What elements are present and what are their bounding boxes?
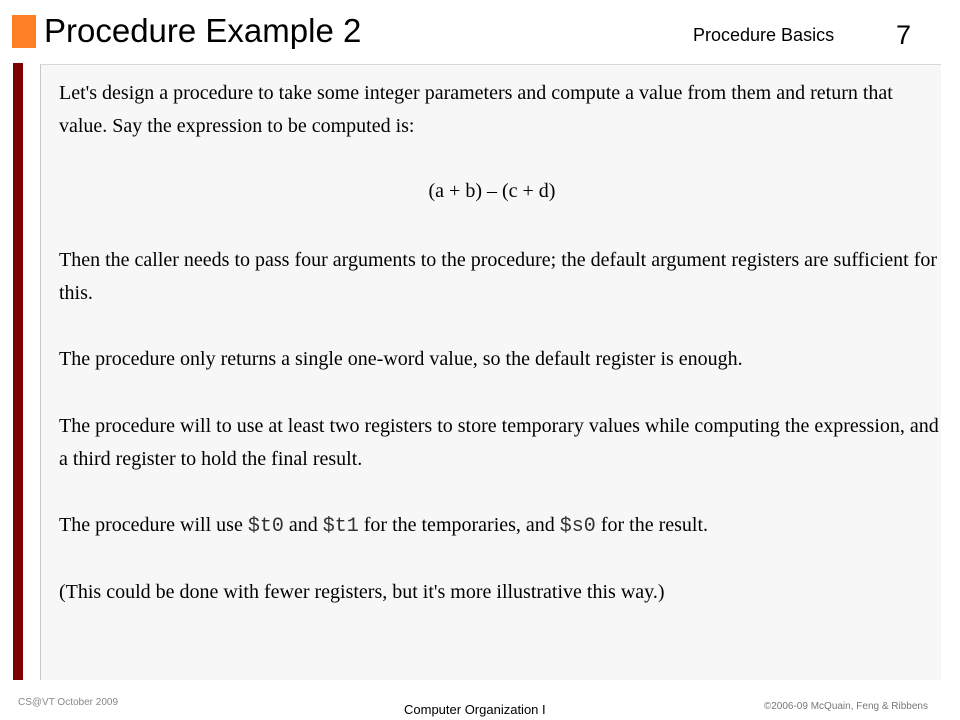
- registers-text-3: for the temporaries, and: [358, 514, 560, 536]
- paragraph-arguments: Then the caller needs to pass four arguments to the procedure; the default argument registers are sufficient for this.: [59, 249, 938, 304]
- paragraph-intro: Let's design a procedure to take some integer parameters and compute a value from them and return that value. Say the expression to be computed is:: [59, 82, 893, 137]
- footer-date: CS@VT October 2009: [18, 697, 119, 708]
- maroon-side-bar: [13, 63, 23, 680]
- paragraph-return-value: The procedure only returns a single one-word value, so the default register is enough.: [59, 348, 743, 370]
- footer-course: Computer Organization I: [404, 702, 546, 717]
- slide-number: 7: [896, 20, 912, 50]
- paragraph-temporaries: The procedure will to use at least two registers to store temporary values while computing the expression, and a third register to hold the final result.: [59, 415, 939, 470]
- register-s0: $s0: [559, 515, 596, 538]
- registers-text-4: for the result.: [595, 514, 708, 536]
- paragraph-note: (This could be done with fewer registers, but it's more illustrative this way.): [59, 581, 665, 603]
- registers-text-2: and: [283, 514, 323, 536]
- register-t0: $t0: [247, 515, 284, 538]
- paragraph-registers: [59, 509, 939, 543]
- slide-title: Procedure Example 2: [44, 12, 362, 49]
- section-label: Procedure Basics: [693, 25, 835, 45]
- register-t1: $t1: [322, 515, 359, 538]
- footer-copyright: ©2006-09 McQuain, Feng & Ribbens: [763, 701, 928, 712]
- expression: (a + b) – (c + d): [428, 180, 556, 202]
- registers-text-1: The procedure will use: [59, 514, 248, 536]
- orange-square-decoration: [12, 15, 36, 48]
